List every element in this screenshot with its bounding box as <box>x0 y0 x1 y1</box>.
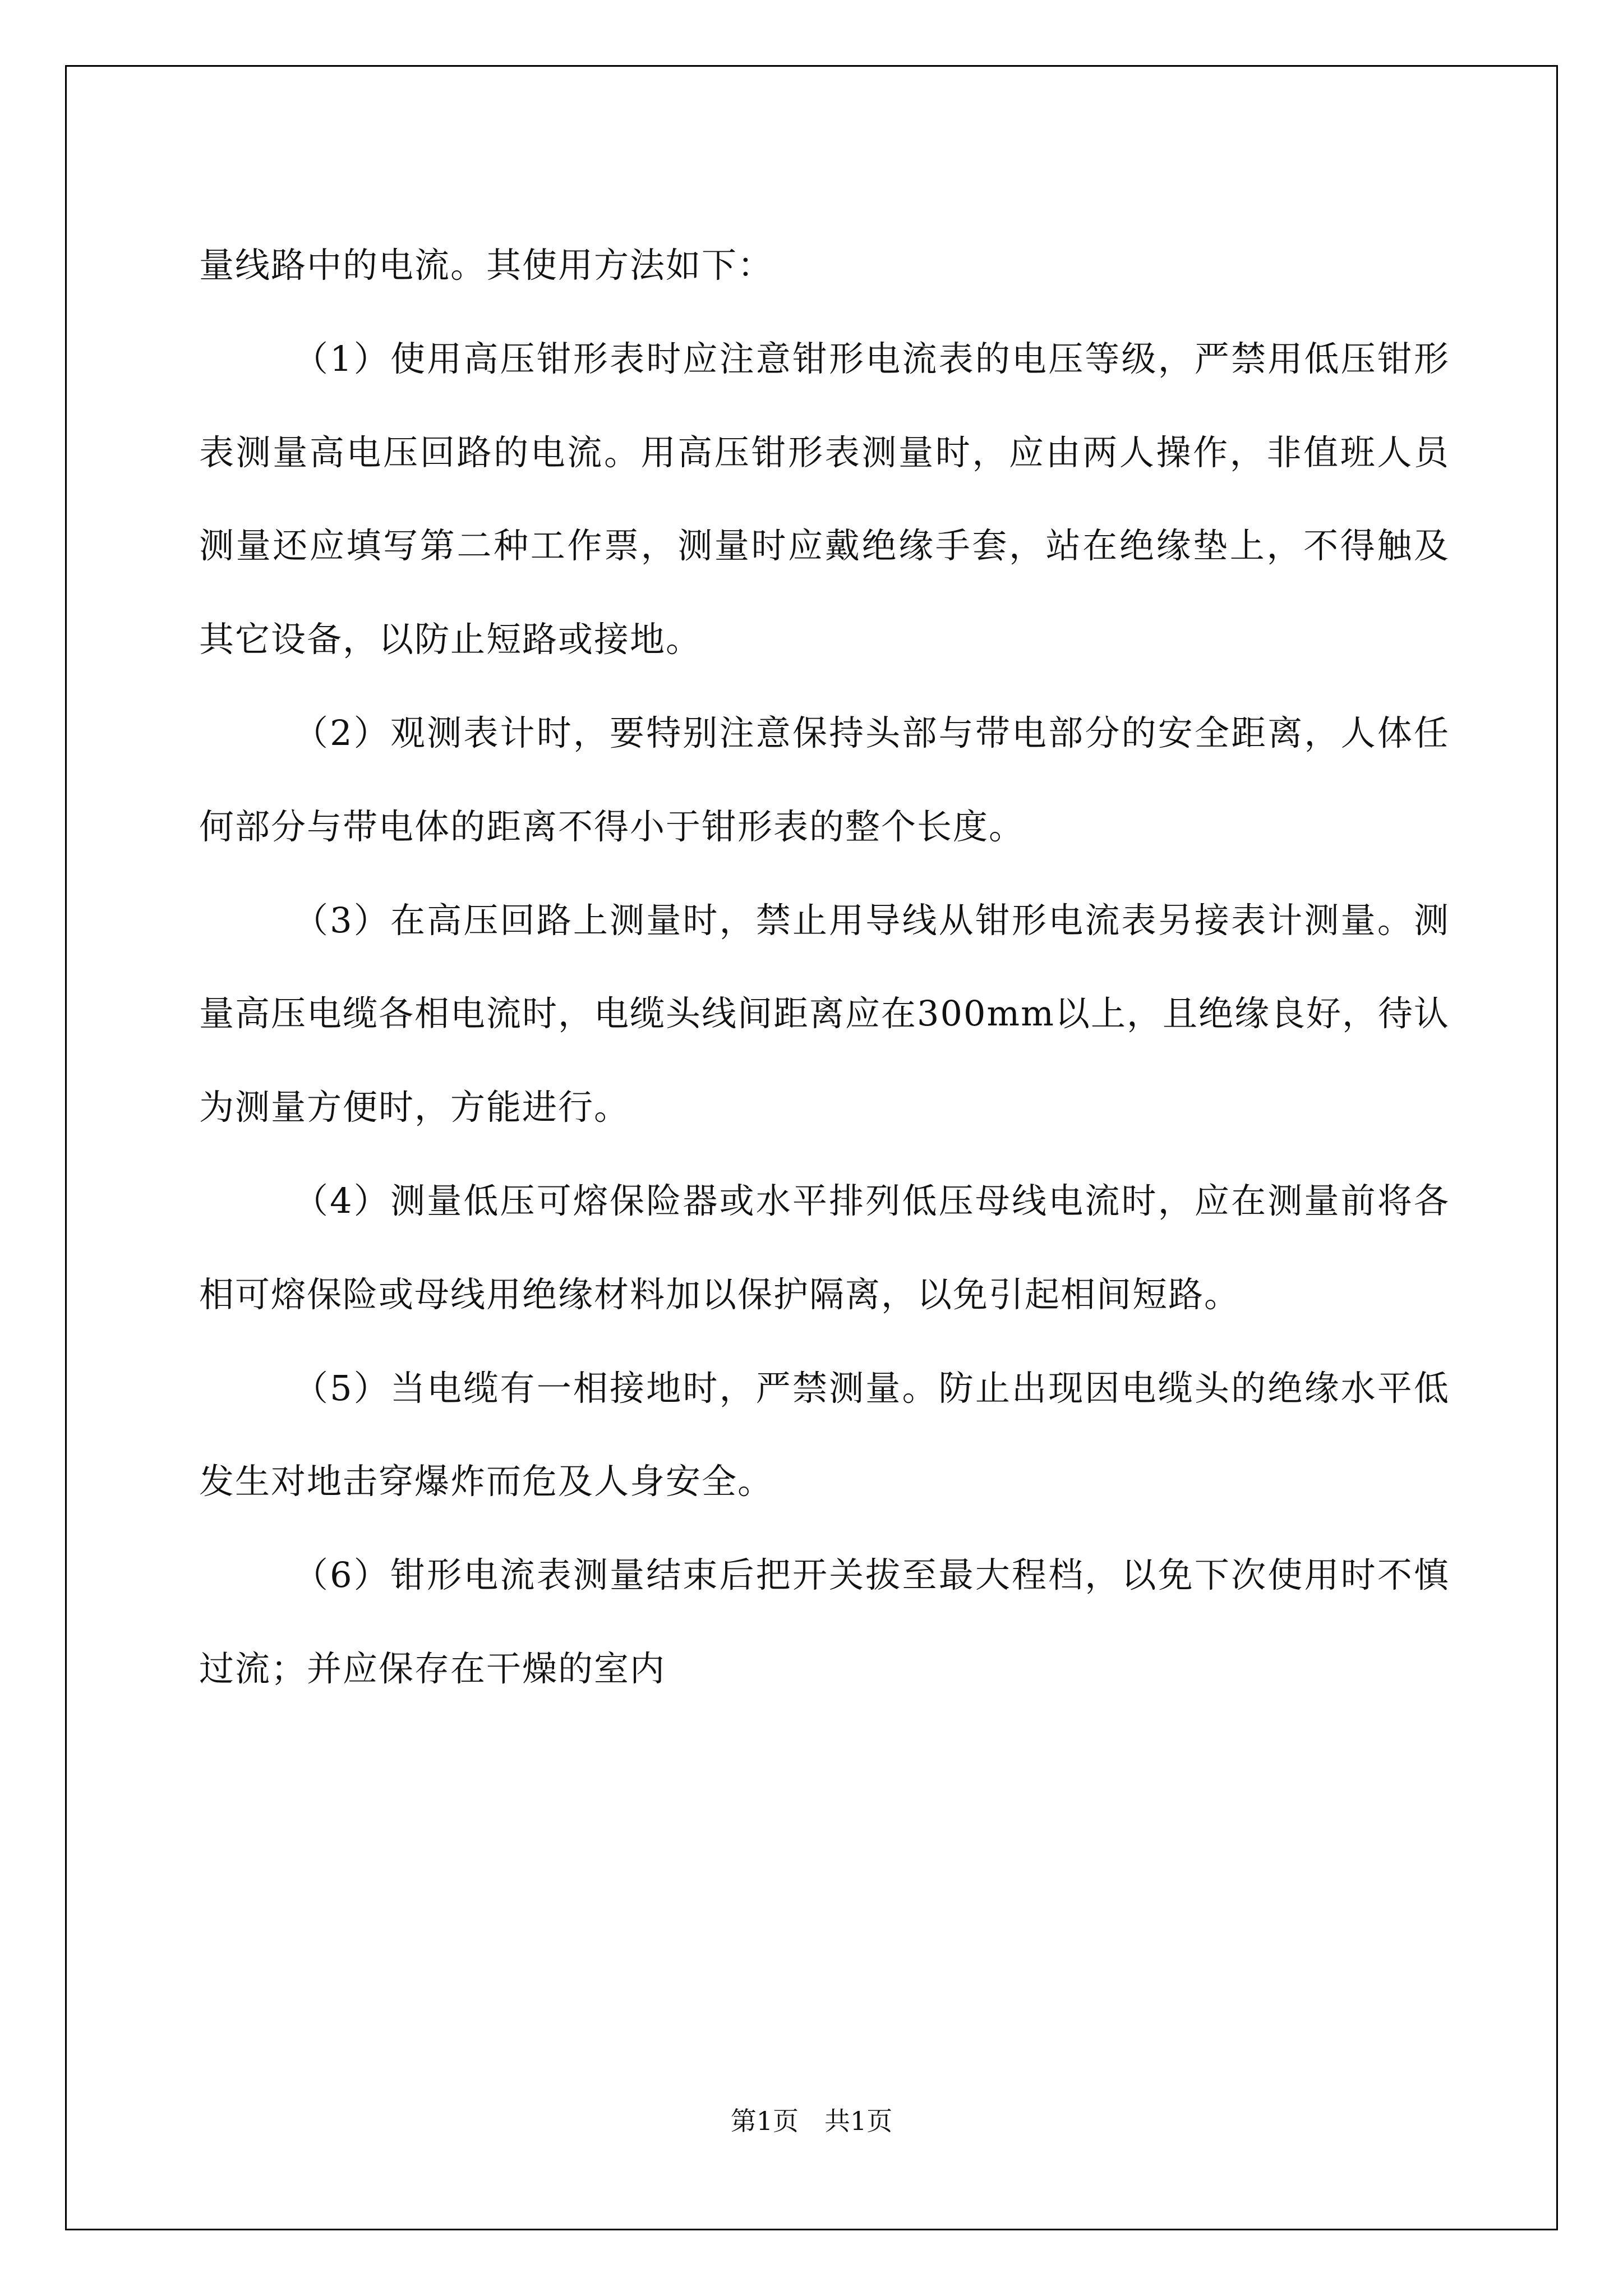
page-footer: 第1页 共1页 <box>730 2106 893 2136</box>
paragraph-item-4: （4）测量低压可熔保险器或水平排列低压母线电流时，应在测量前将各相可熔保险或母线用绝缘材料加以保护隔离，以免引起相间短路。 <box>199 1180 1450 1315</box>
paragraph-item-6: （6）钳形电流表测量结束后把开关拔至最大程档，以免下次使用时不慎过流；并应保存在干燥的室内 <box>199 1554 1450 1689</box>
document-body <box>199 219 1450 1716</box>
paragraph-item-5: （5）当电缆有一相接地时，严禁测量。防止出现因电缆头的绝缘水平低发生对地击穿爆炸而危及人身安全。 <box>199 1367 1450 1502</box>
paragraph-item-3: （3）在高压回路上测量时，禁止用导线从钳形电流表另接表计测量。测量高压电缆各相电流时，电缆头线间距离应在300mm以上，且绝缘良好，待认为测量方便时，方能进行。 <box>199 899 1450 1128</box>
paragraph-item-2: （2）观测表计时，要特别注意保持头部与带电部分的安全距离，人体任何部分与带电体的距离不得小于钳形表的整个长度。 <box>199 712 1450 847</box>
paragraph-intro: 量线路中的电流。其使用方法如下： <box>199 245 774 286</box>
paragraph-item-1: （1）使用高压钳形表时应注意钳形电流表的电压等级，严禁用低压钳形表测量高电压回路的电流。用高压钳形表测量时，应由两人操作，非值班人员测量还应填写第二种工作票，测量时应戴绝缘手套，站在绝缘垫上，不得触及其它设备，以防止短路或接地。 <box>199 338 1450 660</box>
